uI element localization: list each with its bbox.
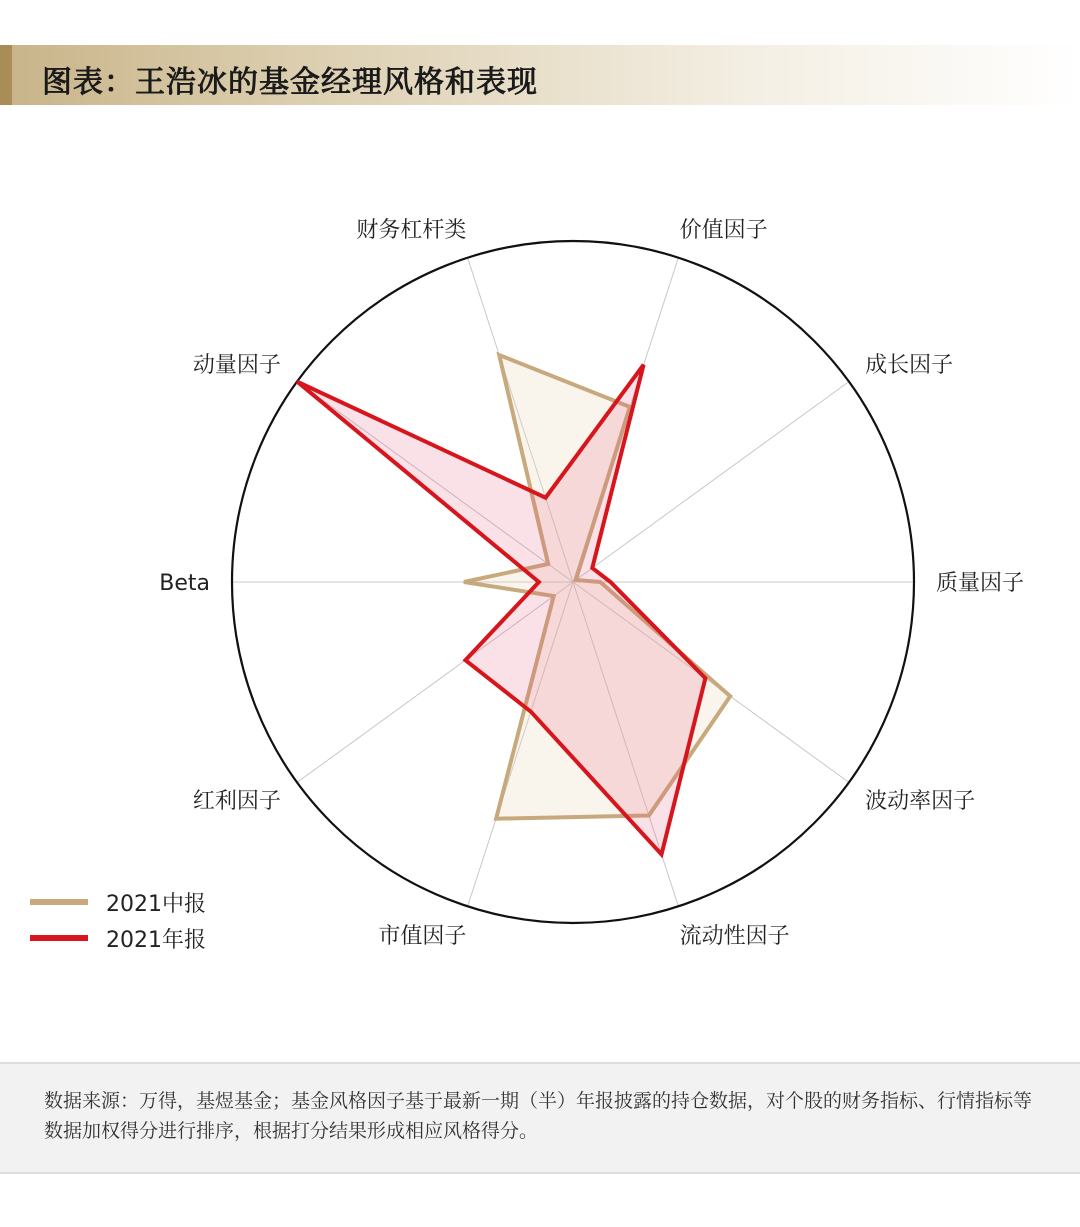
series-2-polygon — [297, 365, 705, 855]
axis-label-5: 流动性因子 — [679, 923, 790, 949]
axis-label-3: 质量因子 — [936, 571, 1025, 596]
axis-label-7: 红利因子 — [192, 789, 281, 815]
legend-swatch-series-2 — [30, 935, 88, 941]
legend-item-series-1 — [30, 884, 290, 920]
legend-swatch-series-1 — [30, 899, 88, 905]
axis-label-4: 波动率因子 — [865, 789, 976, 815]
axis-label-1: 价值因子 — [679, 218, 768, 244]
axis-label-6: 市值因子 — [378, 923, 467, 949]
legend-item-series-2 — [30, 920, 290, 956]
legend — [30, 884, 290, 956]
axis-label-10: 财务杠杆类 — [356, 218, 467, 244]
footnote-text: 数据来源：万得，基煜基金；基金风格因子基于最新一期（半）年报披露的持仓数据，对个股的财务指标、行情指标等数据加权得分进行排序，根据打分结果形成相应风格得分。 — [44, 1090, 1033, 1142]
page-title: 图表：王浩冰的基金经理风格和表现 — [42, 65, 538, 100]
axis-label-9: 动量因子 — [192, 352, 281, 378]
axis-label-2: 成长因子 — [865, 352, 954, 378]
axis-label-8: Beta — [159, 571, 210, 596]
legend-label-series-1: 2021中报 — [106, 892, 206, 917]
footnote-box — [0, 1062, 1080, 1174]
legend-label-series-2: 2021年报 — [106, 928, 206, 953]
